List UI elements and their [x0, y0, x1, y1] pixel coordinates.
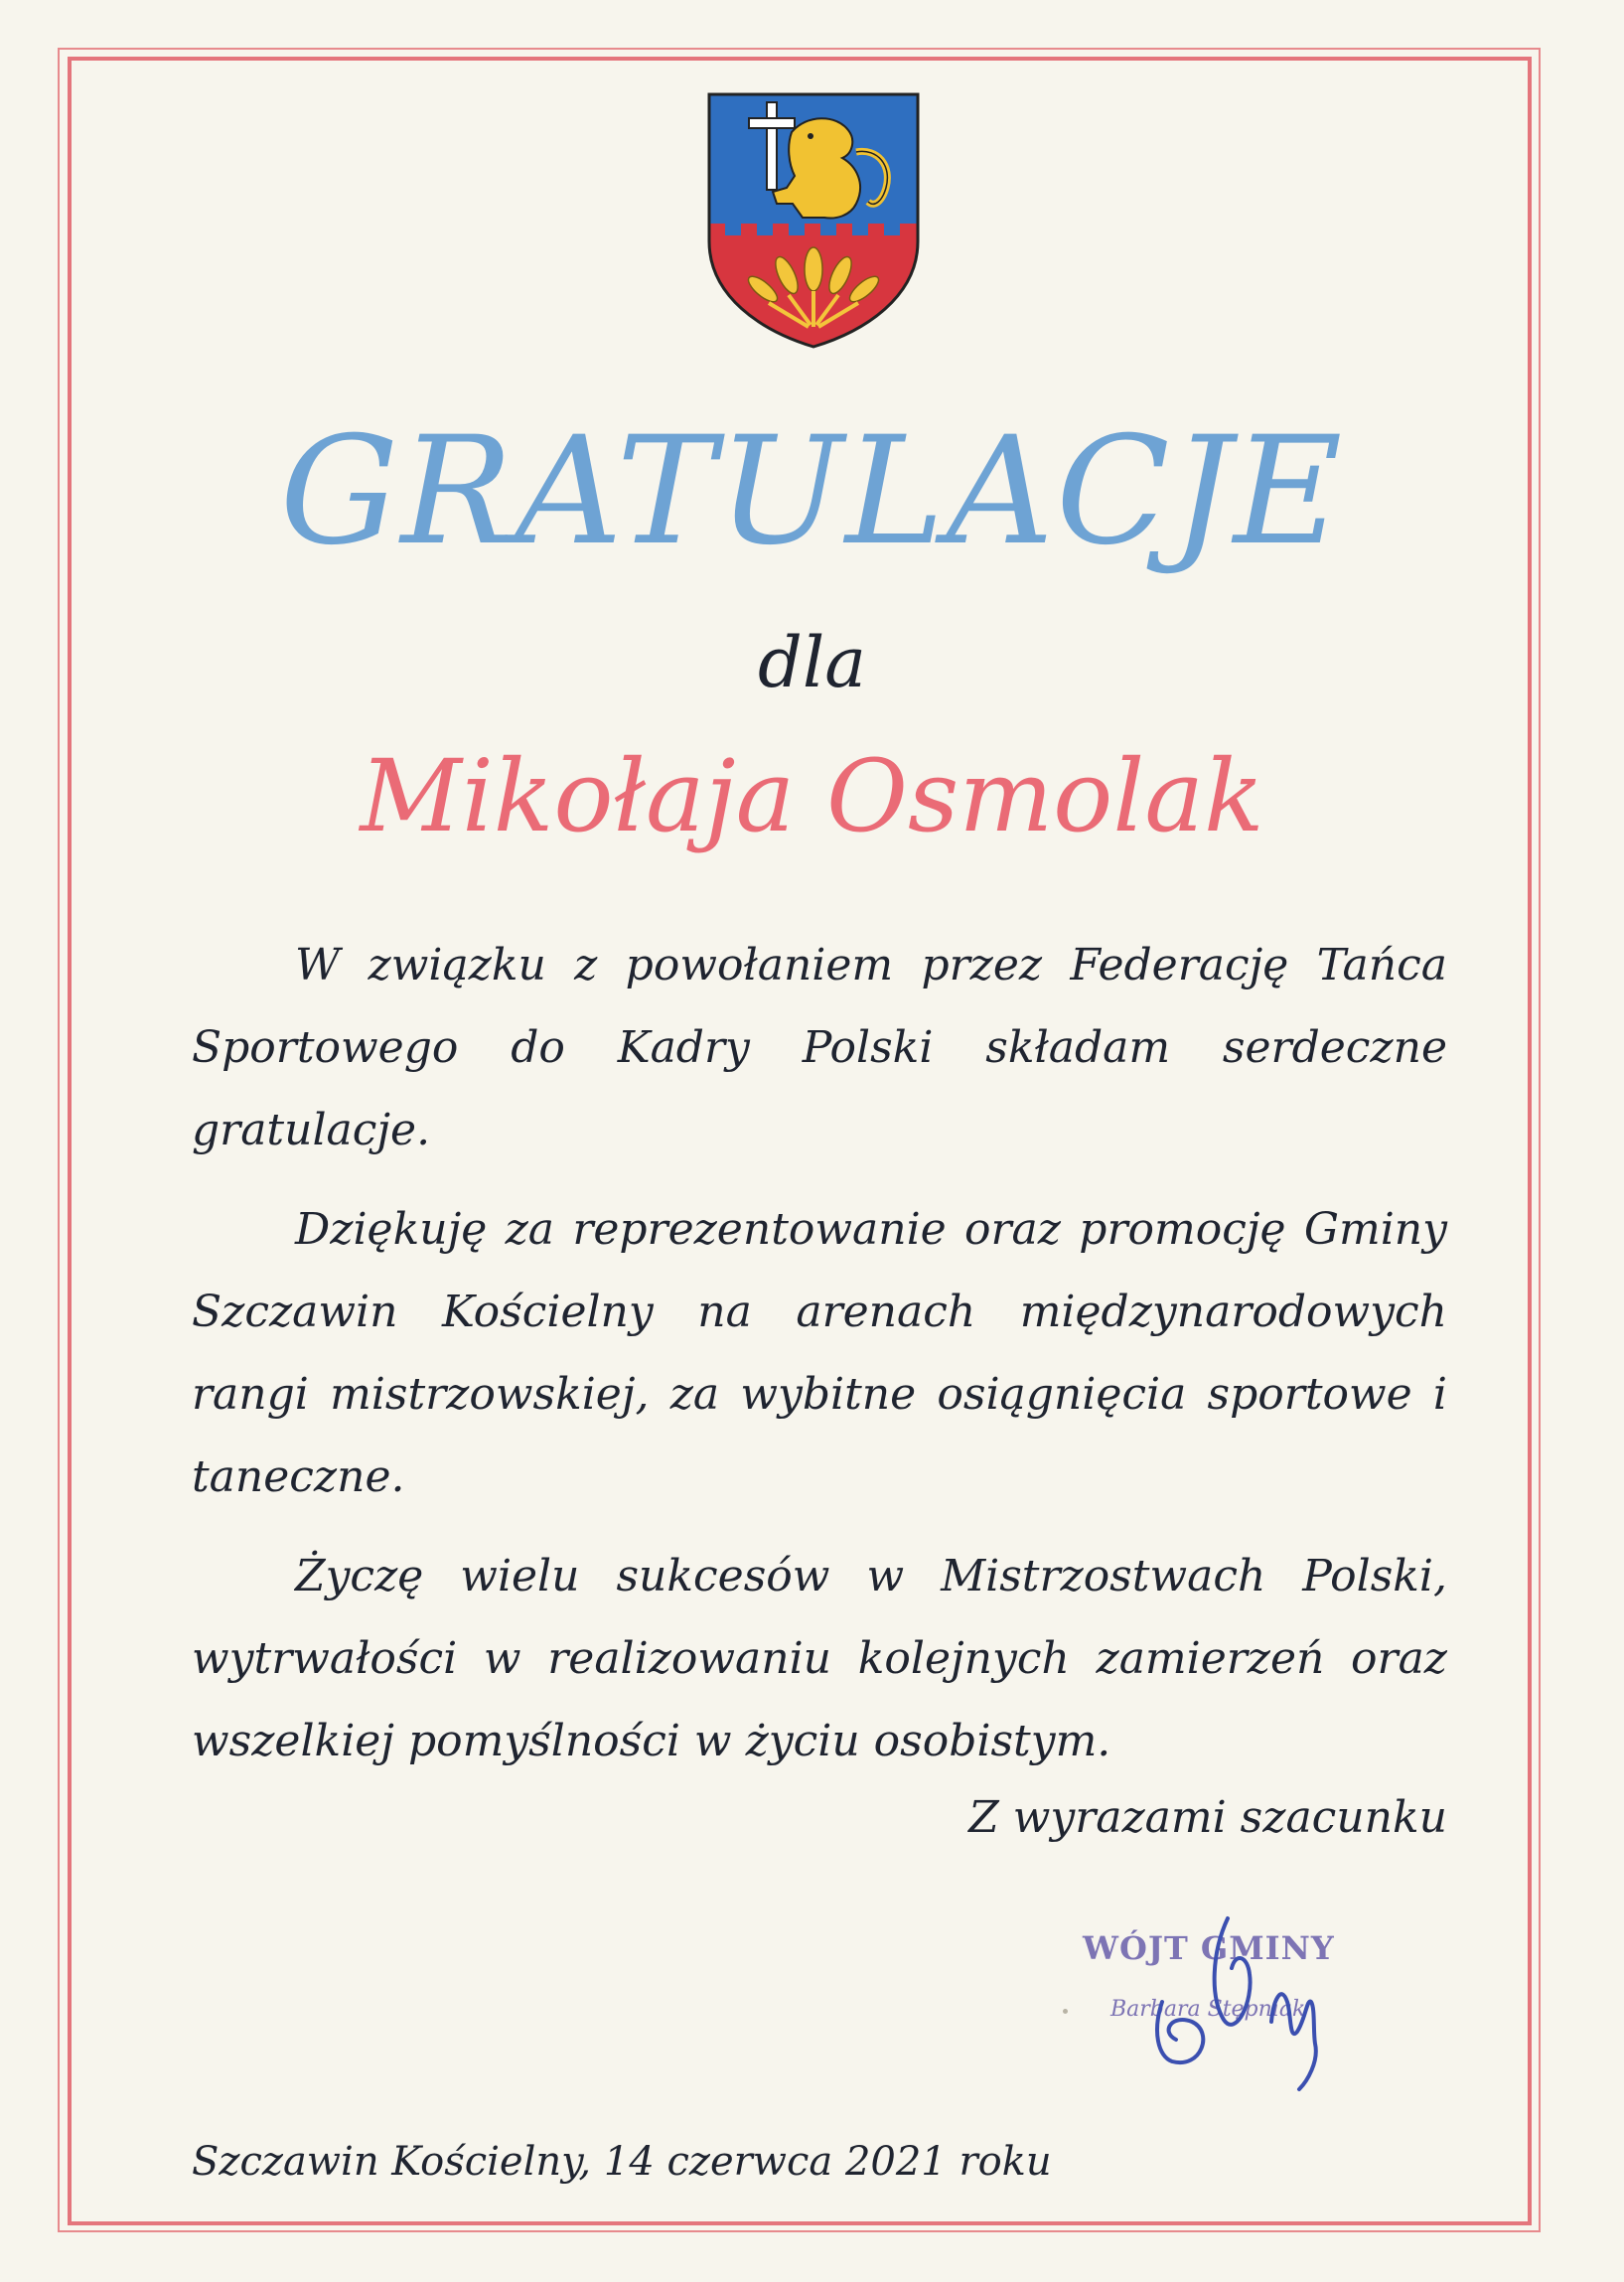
- paragraph-wishes: Życzę wielu sukcesów w Mistrzostwach Polski, wytrwałości w realizowaniu kolejnych zamierzeń oraz wszelkiej pomyślności w życiu osobistym.: [192, 1551, 1447, 1766]
- stamp-title: WÓJT GMINY: [1083, 1929, 1335, 1967]
- paragraph-thanks: Dziękuję za reprezentowanie oraz promocję Gminy Szczawin Kościelny na arenach międzynarodowych rangi mistrzowskiej, za wybitne osiągnięcia sportowe i taneczne.: [192, 1204, 1447, 1502]
- paper-speck: [1063, 2009, 1068, 2014]
- closing-salutation: Z wyrazami szacunku: [968, 1792, 1447, 1843]
- certificate-title: GRATULACJE: [279, 405, 1345, 578]
- recipient-name: Mikołaja Osmolak: [360, 738, 1264, 854]
- place-and-date: Szczawin Kościelny, 14 czerwca 2021 roku: [192, 2139, 1052, 2185]
- for-word: dla: [758, 622, 866, 703]
- stamp-name: Barbara Stępniak: [1110, 1997, 1306, 2022]
- coat-of-arms-icon: [707, 92, 920, 349]
- signature-icon: [1132, 1883, 1361, 2101]
- paragraph-appointment: W związku z powołaniem przez Federację Tańca Sportowego do Kadry Polski składam serdeczne gratulacje.: [192, 940, 1447, 1155]
